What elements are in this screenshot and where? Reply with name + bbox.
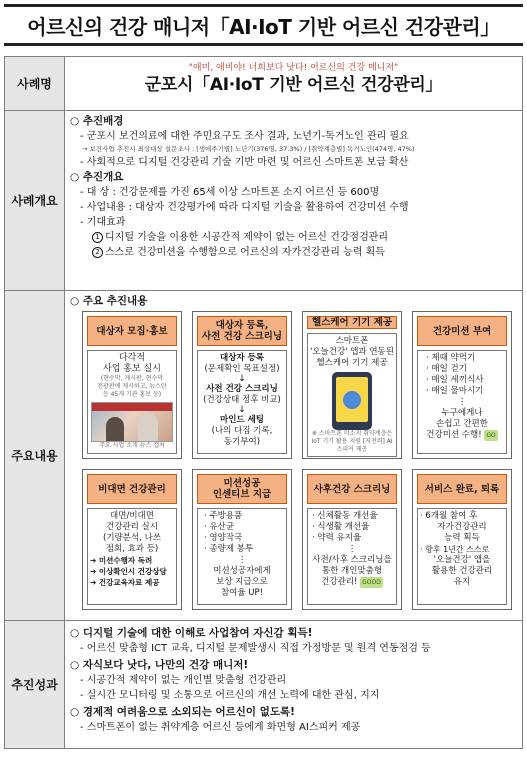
card-line: · 식생활 개선율 xyxy=(312,522,370,532)
background-line-2: - 사회적으로 디지털 건강관리 기술 기반 마련 및 어르신 스마트폰 보급 확산 xyxy=(80,157,409,168)
smartphone-icon xyxy=(332,372,372,430)
card-line: 통한 개인맞춤형 xyxy=(321,566,383,576)
card-body xyxy=(197,508,287,605)
result-line-3: - 스마트폰이 없는 취약계층 어르신 등에게 화면형 AI스피커 제공 xyxy=(80,722,361,733)
card-line: 동기부여) xyxy=(223,437,261,447)
card-title-text: 미션성공 인센티브 지급 xyxy=(212,478,272,500)
device-note: ※ 스마트폰 미소지 취약계층은 IoT 기기 활용 지원 [저전력] AI스피커 제공 xyxy=(311,430,393,453)
card-line: 능력 획득 xyxy=(444,533,480,543)
card-line: 헬스케어 기기 제공 xyxy=(316,358,388,368)
survey-note: → 보건사업 추진시 최상대상 설문조사 : [생애주기별] 노년기(376명, 37.3%) / [취약계층별] 독거노인(474명, 47%) xyxy=(82,145,415,153)
down-arrow-icon: ↓ xyxy=(238,374,246,384)
page-title xyxy=(4,4,523,46)
row-contents xyxy=(5,291,523,621)
card-device xyxy=(302,311,402,459)
card-line: 점회, 효과 등) xyxy=(105,544,159,554)
card-line: 건강관리! xyxy=(321,577,358,587)
card-line: 보상 지급으로 xyxy=(216,577,268,587)
row-results xyxy=(5,621,523,749)
contents-cell xyxy=(65,291,523,621)
card-line: · 유산균 xyxy=(204,522,235,532)
card-title: 비대면 건강관리 xyxy=(87,474,177,504)
card-title: 건강미션 부여 xyxy=(417,316,507,346)
card-line: · 영양작국 xyxy=(204,533,243,543)
card-line: (기량분석, 나쓰 xyxy=(103,533,161,543)
card-title-text: 대상자 등록, 사전 건강 스크리닝 xyxy=(201,320,283,342)
card-line: 사전/사후 스크리닝을 xyxy=(312,555,392,565)
card-body xyxy=(417,350,507,454)
effect-item-2 xyxy=(70,245,517,260)
card-line: ➔ 이상확인시 건강상담 xyxy=(90,567,167,576)
label-case-name: 사례명 xyxy=(5,57,65,111)
card-post-screening xyxy=(302,469,402,610)
card-line: · 제때 약먹기 xyxy=(426,353,476,363)
card-line: · 종량제 봉투 xyxy=(204,544,254,554)
card-line: · 매일 걷기 xyxy=(426,364,467,374)
background-heading: ○ 추진배경 xyxy=(70,115,124,127)
card-line: 참여율 UP! xyxy=(220,588,264,598)
ellipsis: ⋮ xyxy=(347,544,357,554)
card-line: 손쉽고 간편한 xyxy=(436,419,488,429)
card-line: · 6개월 참여 후 xyxy=(420,511,478,521)
down-arrow-icon: ↓ xyxy=(238,405,246,415)
card-line: · 매일 세끼식사 xyxy=(426,375,484,385)
card-line: · 매일 물마시기 xyxy=(426,386,484,396)
overview-heading: ○ 추진개요 xyxy=(70,171,124,183)
contents-heading: ○ 주요 추진내용 xyxy=(70,295,148,307)
card-line: 대면/비대면 xyxy=(110,511,154,521)
case-table xyxy=(4,56,523,749)
results-cell xyxy=(65,621,523,749)
card-body xyxy=(87,508,177,605)
label-contents: 주요내용 xyxy=(5,291,65,621)
slogan: "애미, 애비야! 너희보다 낫다! 어르신의 건강 매니저" xyxy=(188,63,399,73)
card-body xyxy=(307,508,397,605)
label-results: 추진성과 xyxy=(5,621,65,749)
card-line: · 약력 유지율 xyxy=(312,533,362,543)
ellipsis: ⋮ xyxy=(457,397,467,407)
go-badge: GO xyxy=(486,432,496,439)
card-line: 스마트폰 xyxy=(335,336,369,346)
result-heading-1: ○ 디지털 기술에 대한 이해로 사업참여 자신감 획득! xyxy=(70,627,313,639)
row-case-name xyxy=(5,57,523,111)
card-line: · 신체활동 개선율 xyxy=(312,511,378,521)
card-line: 다각적 xyxy=(118,353,146,363)
overview-content: - 사업내용 : 대상자 건강평가에 따라 디지털 기술을 활용하여 건강미션 수행 xyxy=(80,202,409,213)
effect-text-1: 디지털 기술을 이용한 시공간적 제약이 없는 어르신 건강점검관리 xyxy=(105,232,389,243)
row-overview xyxy=(5,111,523,291)
good-badge: GOOD xyxy=(362,579,381,586)
card-remote-care xyxy=(82,469,182,610)
card-registration xyxy=(192,311,292,459)
card-line: '오늘건강' 앱을 xyxy=(433,555,491,565)
result-line-2a: - 시공간적 제약이 없는 개인별 맞춤형 건강관리 xyxy=(80,675,287,686)
effect-number-2: 2 xyxy=(92,247,103,258)
result-heading-2: ○ 자식보다 낫다, 나만의 건강 매니저! xyxy=(70,659,249,671)
card-completion xyxy=(412,469,512,610)
card-title: 서비스 완료, 퇴록 xyxy=(417,474,507,504)
card-line: (현수막, 게시판, 현수막 xyxy=(100,375,164,382)
card-incentive xyxy=(192,469,292,610)
card-line: 미션성공자에게 xyxy=(213,566,271,576)
card-title: 헬스케어 기기 제공 xyxy=(307,316,397,329)
card-line: 사업 홍보 실시 xyxy=(103,364,161,374)
overview-effect-heading: - 기대효과 xyxy=(80,217,126,228)
card-line: ➔ 미션수행자 독려 xyxy=(90,556,153,565)
overview-target: - 대 상 : 건강문제를 가진 65세 이상 스마트폰 소지 어르신 등 600명 xyxy=(80,187,380,198)
news-photo-image xyxy=(91,402,173,442)
card-line: 전광판에 게시하고, 뉴스탄 xyxy=(97,383,167,390)
card-line: 누구에게나 xyxy=(441,408,483,418)
ellipsis: ⋮ xyxy=(237,555,247,565)
card-body xyxy=(307,333,397,457)
overview-cell xyxy=(65,111,523,291)
card-body xyxy=(87,350,177,454)
result-heading-3: ○ 경제적 여려움으로 소외되는 어르신이 없도록! xyxy=(70,706,295,718)
label-overview: 사례개요 xyxy=(5,111,65,291)
card-title: 대상자 모집·홍보 xyxy=(87,316,177,346)
card-title: 사후건강 스크리닝 xyxy=(307,474,397,504)
card-line: 사전 건강 스크리닝 xyxy=(206,384,278,394)
card-line: (건강상태 정후 비교) xyxy=(203,395,281,405)
result-line-1: - 어르신 맞춤형 ICT 교육, 디지털 문제발생시 직접 가정방문 및 원격 연동점검 등 xyxy=(80,643,431,654)
card-line: (문제확인 목표설정) xyxy=(204,364,280,374)
card-line-with-badge xyxy=(420,430,504,441)
card-body xyxy=(197,350,287,454)
card-title xyxy=(197,474,287,504)
card-line: 건강관리 실시 xyxy=(106,522,158,532)
card-line: 등 45개 기관 홍보 등) xyxy=(102,391,162,398)
card-body xyxy=(417,508,507,605)
case-name-title: 군포시「AI·IoT 기반 어르신 건강관리」 xyxy=(144,75,443,95)
card-title xyxy=(197,316,287,346)
card-line: 활용한 건강관리 xyxy=(431,566,493,576)
card-line: 마인드 세팅 xyxy=(219,415,264,425)
case-name-cell xyxy=(65,57,523,111)
result-line-2b: - 실시간 모니터링 및 소통으로 어르신의 개선 노력에 대한 관심, 지지 xyxy=(80,690,380,701)
effect-number-1: 1 xyxy=(92,232,103,243)
card-line: ➔ 건강교육자료 제공 xyxy=(90,578,160,587)
card-line: 유지 xyxy=(453,577,471,587)
card-line: 건강미션 수행! xyxy=(426,430,482,440)
photo-caption: 주요 사업 소개 뉴스 캡처 xyxy=(99,442,165,449)
card-line: · 향후 1년간 스스로 xyxy=(420,545,490,554)
card-mission xyxy=(412,311,512,459)
effect-text-2: 스스로 건강미션을 수행함으로 어르신의 자가건강관리 능력 획득 xyxy=(105,247,385,258)
card-line: '오늘건강' 앱과 연동된 xyxy=(310,347,394,357)
card-recruit xyxy=(82,311,182,459)
process-card-grid xyxy=(70,309,517,610)
effect-item-1 xyxy=(70,230,517,245)
card-line: · 주방용품 xyxy=(204,511,243,521)
card-line: (나의 다짐 기록, xyxy=(211,426,273,436)
card-line-with-badge xyxy=(310,577,394,588)
page-title-text: 어르신의 건강 매니저「AI·IoT 기반 어르신 건강관리」 xyxy=(27,14,500,39)
background-line-1: - 군포시 보건의료에 대한 주민요구도 조사 결과, 노년기-독거노인 관리 필요 xyxy=(80,131,409,142)
card-line: 대상자 등록 xyxy=(219,353,264,363)
card-line: 자가건강관리 xyxy=(437,522,487,532)
